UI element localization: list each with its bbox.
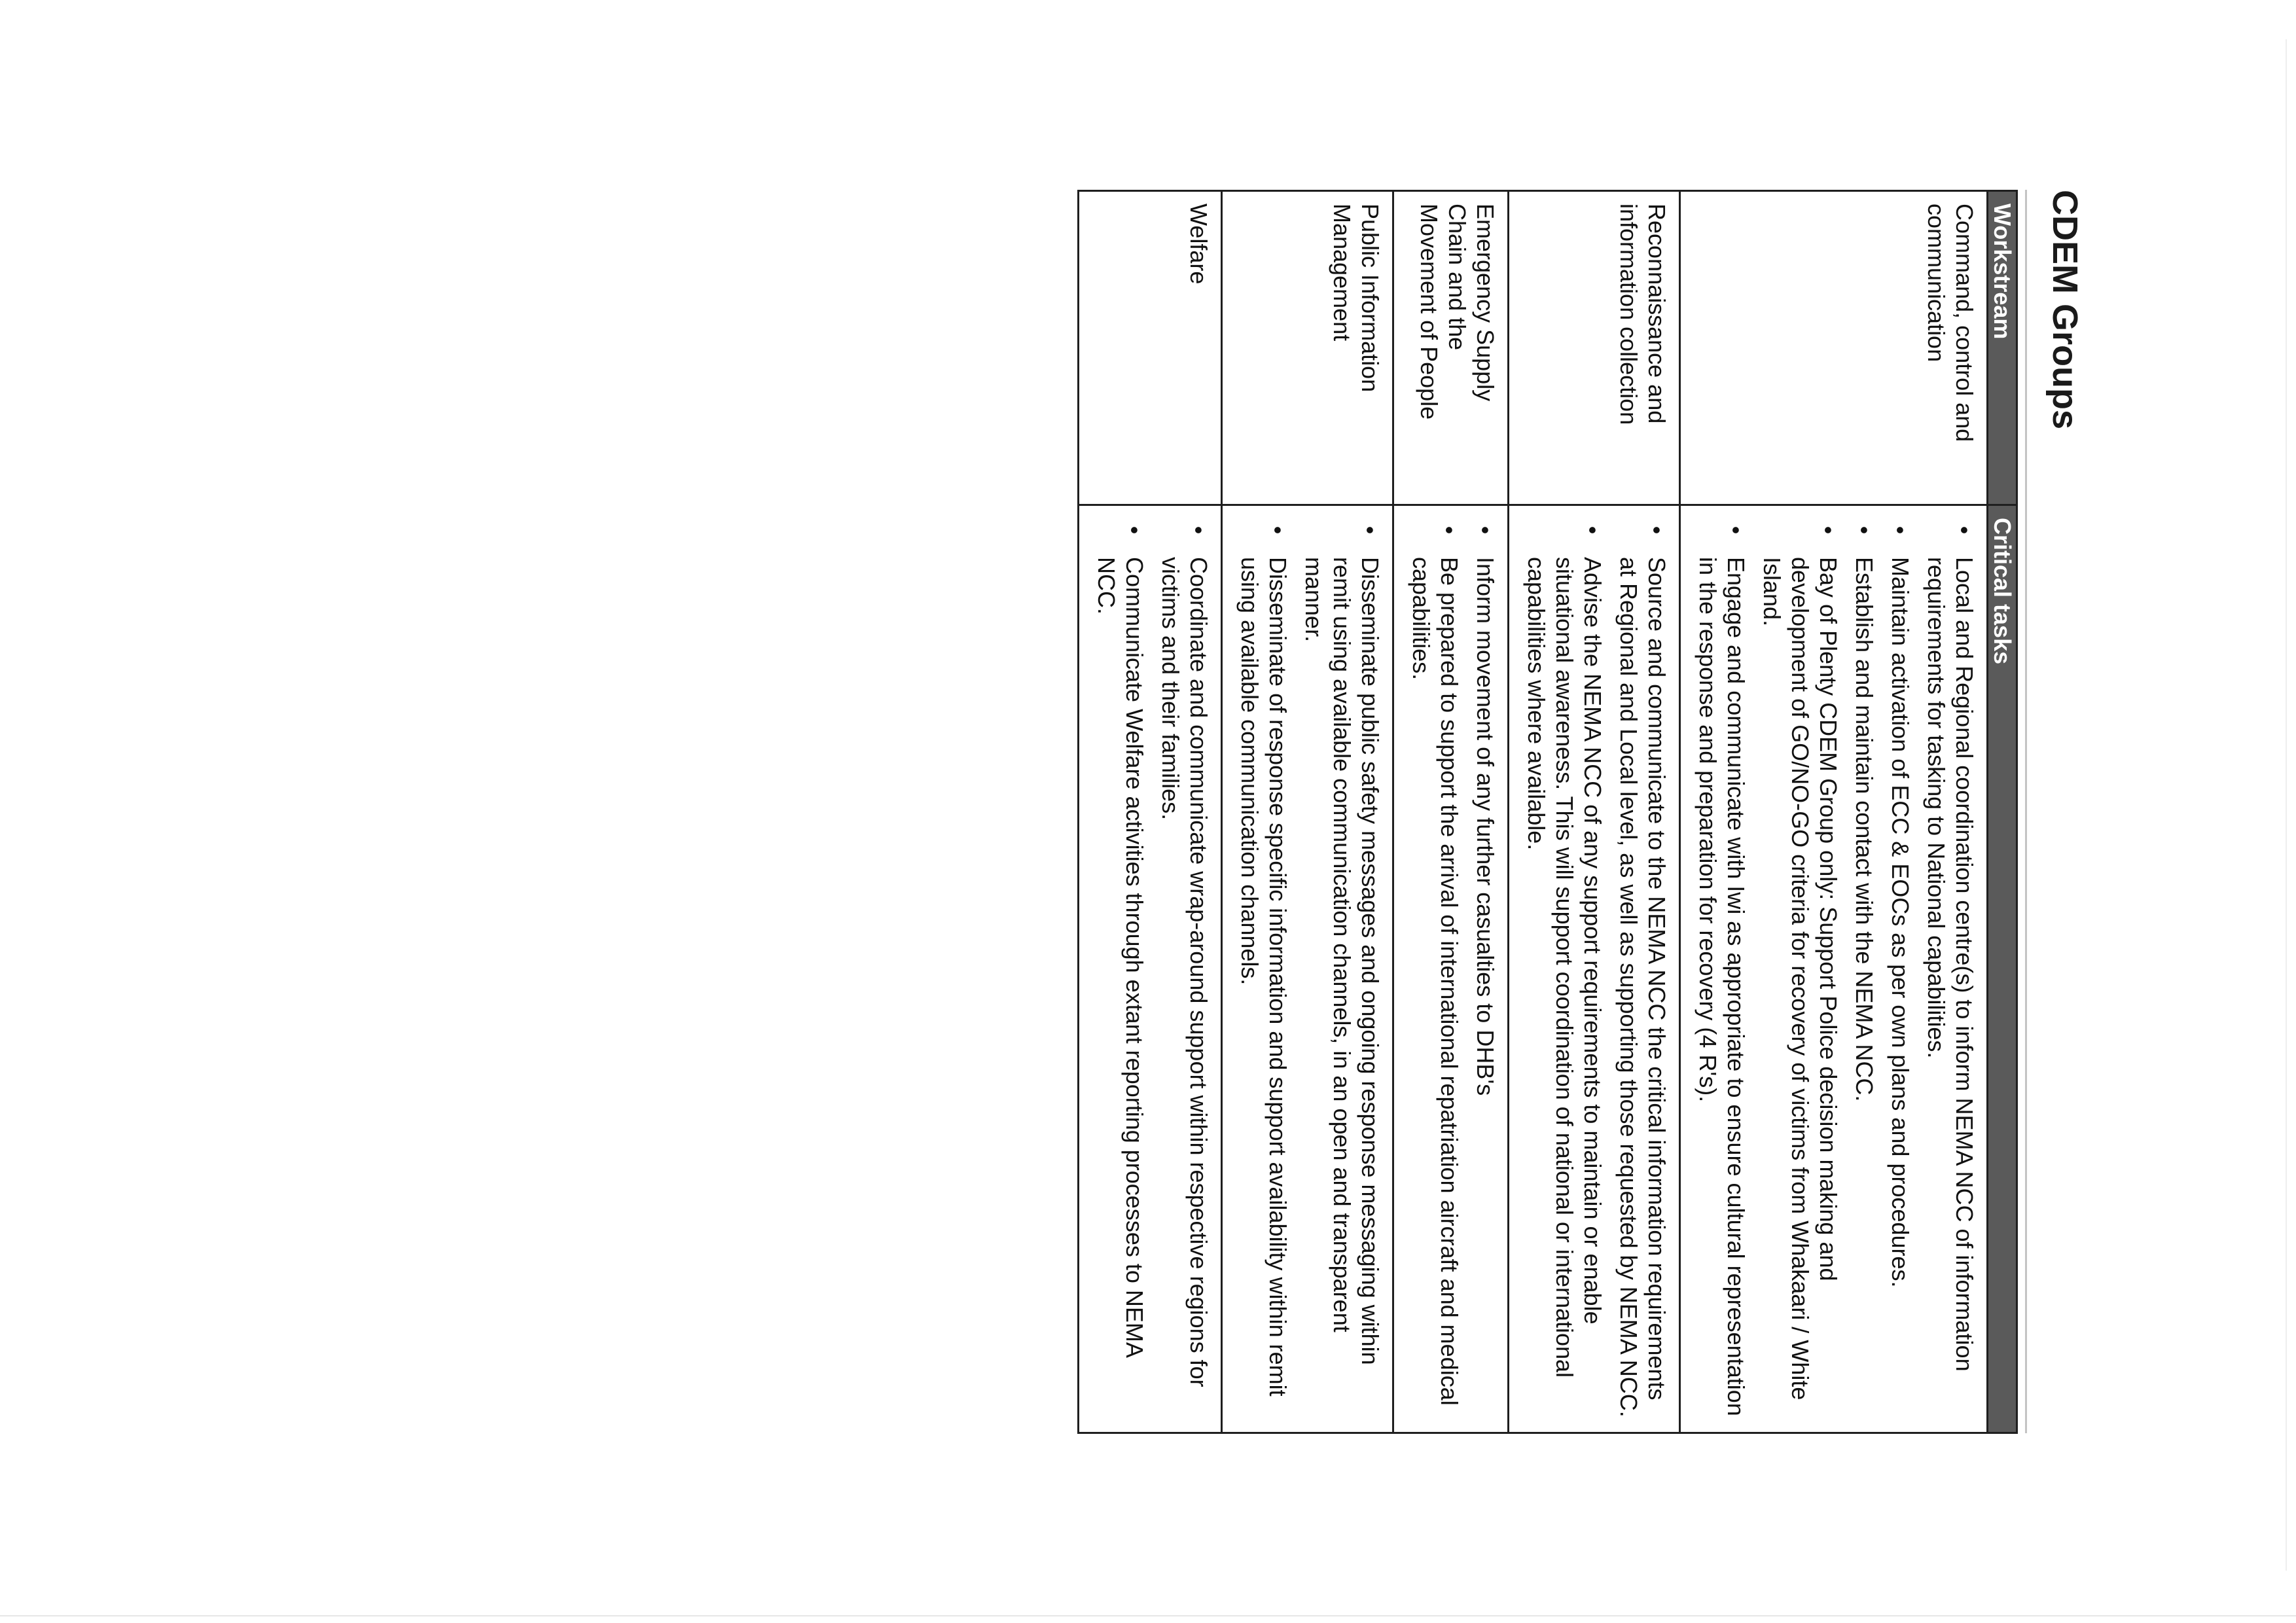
workstream-label: Public Information Management bbox=[1329, 204, 1384, 393]
task-text: Local and Regional coordination centre(s) to inform NEMA NCC of information requirements for tasking to National capabilities. bbox=[1923, 557, 1978, 1372]
workstream-cell bbox=[1509, 191, 1680, 505]
workstream-cell bbox=[1222, 191, 1393, 505]
task-text: Advise the NEMA NCC of any support requirements to maintain or enable situational awareness. This will support coordination of national or international capabilities where available. bbox=[1523, 557, 1606, 1378]
workstream-cell bbox=[1079, 191, 1222, 505]
scan-edge-bottom bbox=[0, 1615, 2296, 1616]
heading-divider bbox=[2025, 190, 2027, 1433]
task-text: Be prepared to support the arrival of international repatriation aircraft and medical capabilities. bbox=[1408, 557, 1463, 1406]
task-text: Bay of Plenty CDEM Group only: Support Police decision making and development of GO/NO-GO criteria for recovery of victims from Whakaari / White Island. bbox=[1759, 557, 1842, 1400]
task-item bbox=[1886, 518, 1914, 1420]
task-item bbox=[1471, 518, 1499, 1420]
task-item bbox=[1092, 518, 1149, 1420]
task-list bbox=[1694, 518, 1979, 1420]
task-text: Engage and communicate with Iwi as appropriate to ensure cultural representation in the response and preparation for recovery (4 R's). bbox=[1695, 557, 1749, 1416]
table-row bbox=[1509, 191, 1680, 1433]
task-text: Communicate Welfare activities through extant reporting processes to NEMA NCC. bbox=[1093, 557, 1148, 1357]
table-row bbox=[1393, 191, 1509, 1433]
critical-tasks-column-header: Critical tasks bbox=[1988, 505, 2017, 1433]
bullet-icon: • bbox=[1472, 526, 1499, 535]
task-item bbox=[1522, 518, 1607, 1420]
bullet-icon: • bbox=[1579, 526, 1606, 535]
task-item bbox=[1157, 518, 1213, 1420]
table-row bbox=[1680, 191, 1988, 1433]
task-item bbox=[1694, 518, 1750, 1420]
bullet-icon: • bbox=[1951, 526, 1978, 535]
critical-tasks-cell bbox=[1222, 505, 1393, 1433]
bullet-icon: • bbox=[1265, 526, 1291, 535]
task-item bbox=[1758, 518, 1842, 1420]
bullet-icon: • bbox=[1815, 526, 1842, 535]
bullet-icon: • bbox=[1643, 526, 1670, 535]
bullet-icon: • bbox=[1887, 526, 1914, 535]
bullet-icon: • bbox=[1121, 526, 1148, 535]
table-header-row bbox=[1988, 191, 2017, 1433]
task-text: Disseminate of response specific information and support availability within remit using available communication channels. bbox=[1236, 557, 1291, 1397]
task-text: Inform movement of any further casualties to DHB's bbox=[1472, 557, 1499, 1096]
task-text: Establish and maintain contact with the NEMA NCC. bbox=[1851, 557, 1878, 1102]
critical-tasks-cell bbox=[1509, 505, 1680, 1433]
bullet-icon: • bbox=[1357, 526, 1384, 535]
task-item bbox=[1407, 518, 1463, 1420]
task-item bbox=[1236, 518, 1292, 1420]
section-heading: CDEM Groups bbox=[2045, 190, 2085, 430]
critical-tasks-cell bbox=[1680, 505, 1988, 1433]
task-list bbox=[1236, 518, 1384, 1420]
task-item bbox=[1615, 518, 1671, 1420]
task-item bbox=[1300, 518, 1384, 1420]
workstream-cell bbox=[1680, 191, 1988, 505]
task-item bbox=[1850, 518, 1878, 1420]
bullet-icon: • bbox=[1723, 526, 1749, 535]
scan-edge-right bbox=[2286, 39, 2287, 1571]
task-list bbox=[1092, 518, 1213, 1420]
task-list bbox=[1407, 518, 1499, 1420]
workstream-label: Emergency Supply Chain and the Movement of People bbox=[1416, 204, 1499, 420]
workstream-label: Welfare bbox=[1185, 204, 1212, 285]
workstream-cell bbox=[1393, 191, 1509, 505]
task-list bbox=[1522, 518, 1671, 1420]
task-text: Disseminate public safety messages and ongoing response messaging within remit using available communication channels, in an open and transparent manner. bbox=[1300, 557, 1384, 1365]
workstream-label: Reconnaissance and information collection bbox=[1615, 204, 1670, 425]
table-row bbox=[1079, 191, 1222, 1433]
critical-tasks-table bbox=[1077, 190, 2018, 1434]
task-item bbox=[1922, 518, 1979, 1420]
task-text: Coordinate and communicate wrap-around support within respective regions for victims and their families. bbox=[1157, 557, 1212, 1387]
bullet-icon: • bbox=[1185, 526, 1212, 535]
table-row bbox=[1222, 191, 1393, 1433]
critical-tasks-cell bbox=[1393, 505, 1509, 1433]
task-text: Source and communicate to the NEMA NCC the critical information requirements at Regional and Local level, as well as supporting those requested by NEMA NCC. bbox=[1615, 557, 1670, 1418]
bullet-icon: • bbox=[1436, 526, 1463, 535]
critical-tasks-cell bbox=[1079, 505, 1222, 1433]
rotated-document-content bbox=[824, 190, 2085, 1433]
workstream-label: Command, control and communication bbox=[1923, 204, 1978, 442]
bullet-icon: • bbox=[1851, 526, 1878, 535]
workstream-column-header: Workstream bbox=[1988, 191, 2017, 505]
task-text: Maintain activation of ECC & EOCs as per own plans and procedures. bbox=[1887, 557, 1914, 1288]
